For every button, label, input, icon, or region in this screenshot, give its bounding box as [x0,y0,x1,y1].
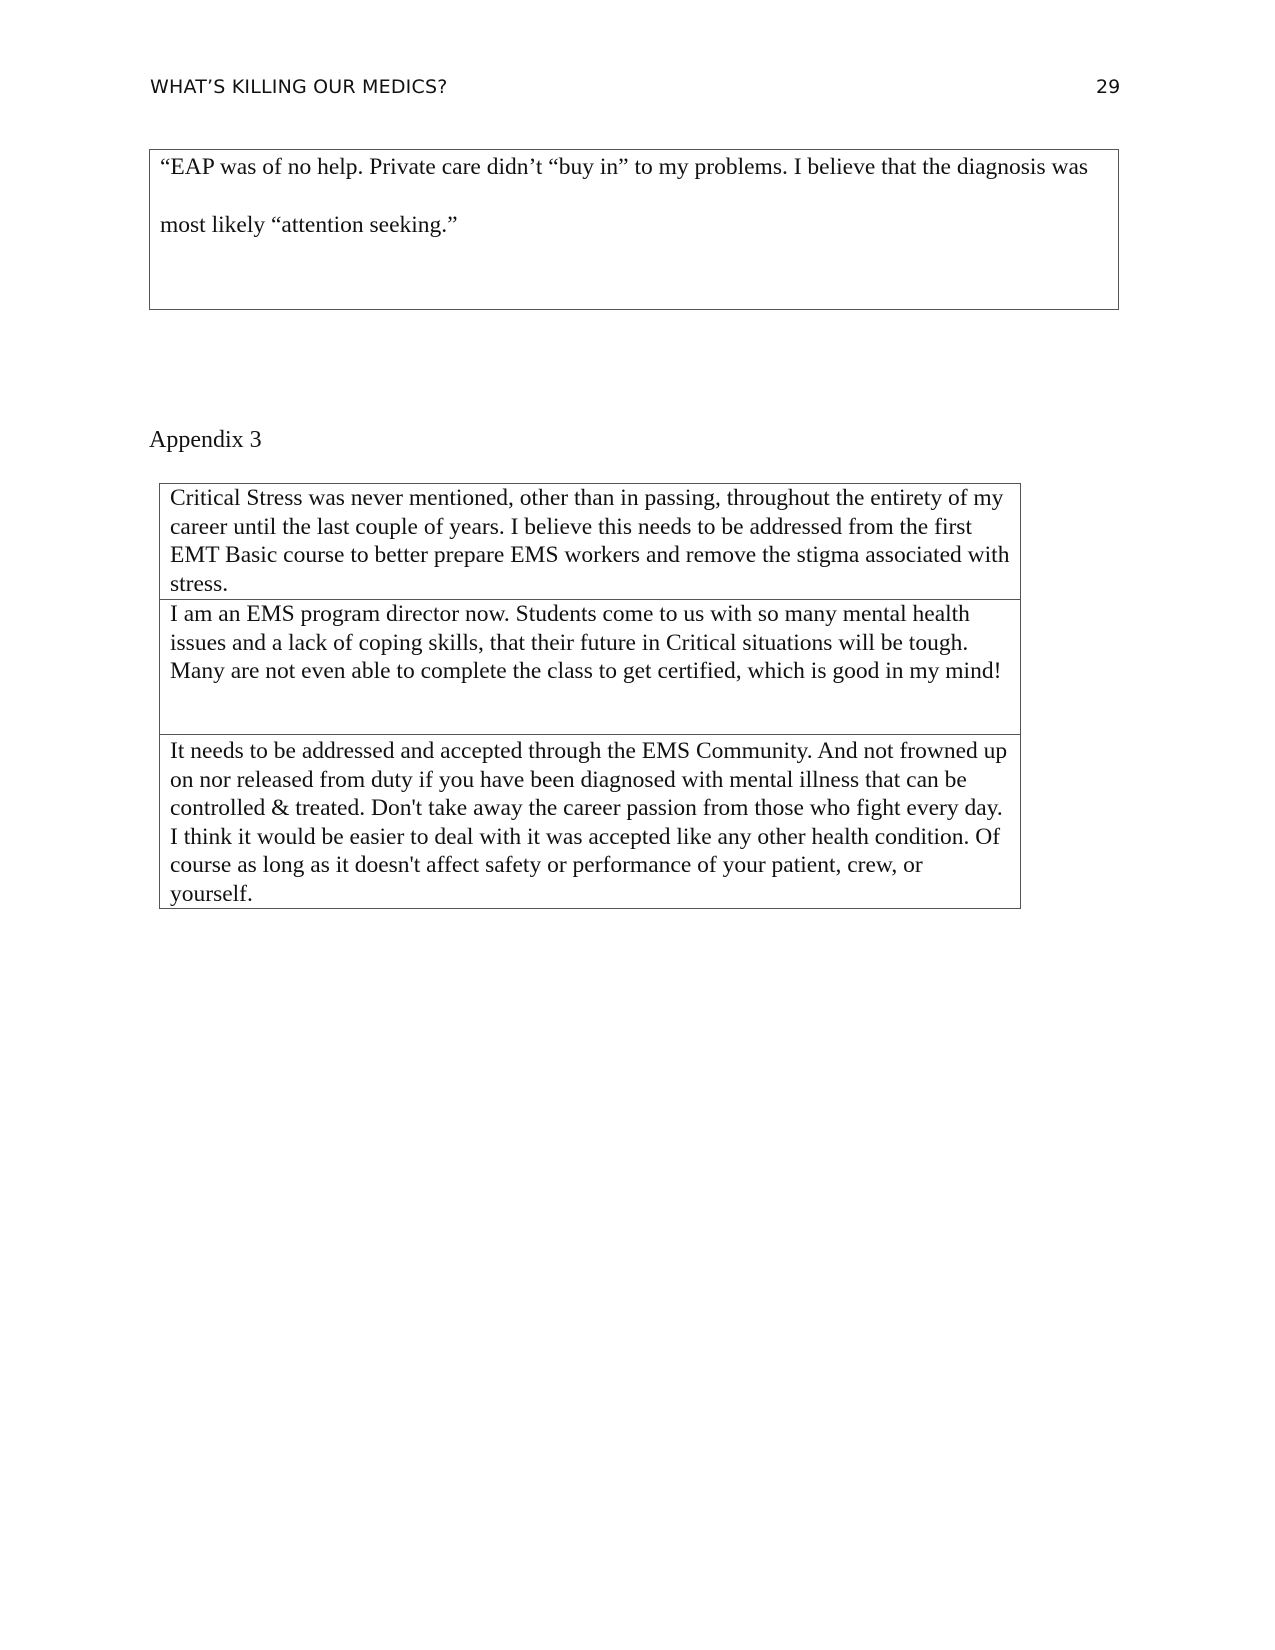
response-cell: I am an EMS program director now. Students come to us with so many mental health issues and a lack of coping skills, that their future in Critical situations will be tough. Many are not even able to complete the class to get certified, which is good in my mind! [160,600,1021,735]
table-row [160,484,1021,600]
appendix-heading: Appendix 3 [149,427,262,453]
table-row [160,600,1021,735]
running-head: WHAT’S KILLING OUR MEDICS? [150,76,448,98]
page-number: 29 [1096,76,1121,98]
response-cell: Critical Stress was never mentioned, other than in passing, throughout the entirety of my career until the last couple of years. I believe this needs to be addressed from the first EMT Basic course to better prepare EMS workers and remove the stigma associated with stress. [160,484,1021,600]
response-cell: It needs to be addressed and accepted through the EMS Community. And not frowned up on nor released from duty if you have been diagnosed with mental illness that can be controlled & treated. Don't take away the career passion from those who fight every day. I think it would be easier to deal with it was accepted like any other health condition. Of course as long as it doesn't affect safety or performance of your patient, crew, or yourself. [160,735,1021,909]
responses-table [159,483,1021,909]
quote-box [149,149,1119,310]
quote-text: “EAP was of no help. Private care didn’t “buy in” to my problems. I believe that the diagnosis was most likely “attention seeking.” [160,154,1089,238]
table-row [160,735,1021,909]
